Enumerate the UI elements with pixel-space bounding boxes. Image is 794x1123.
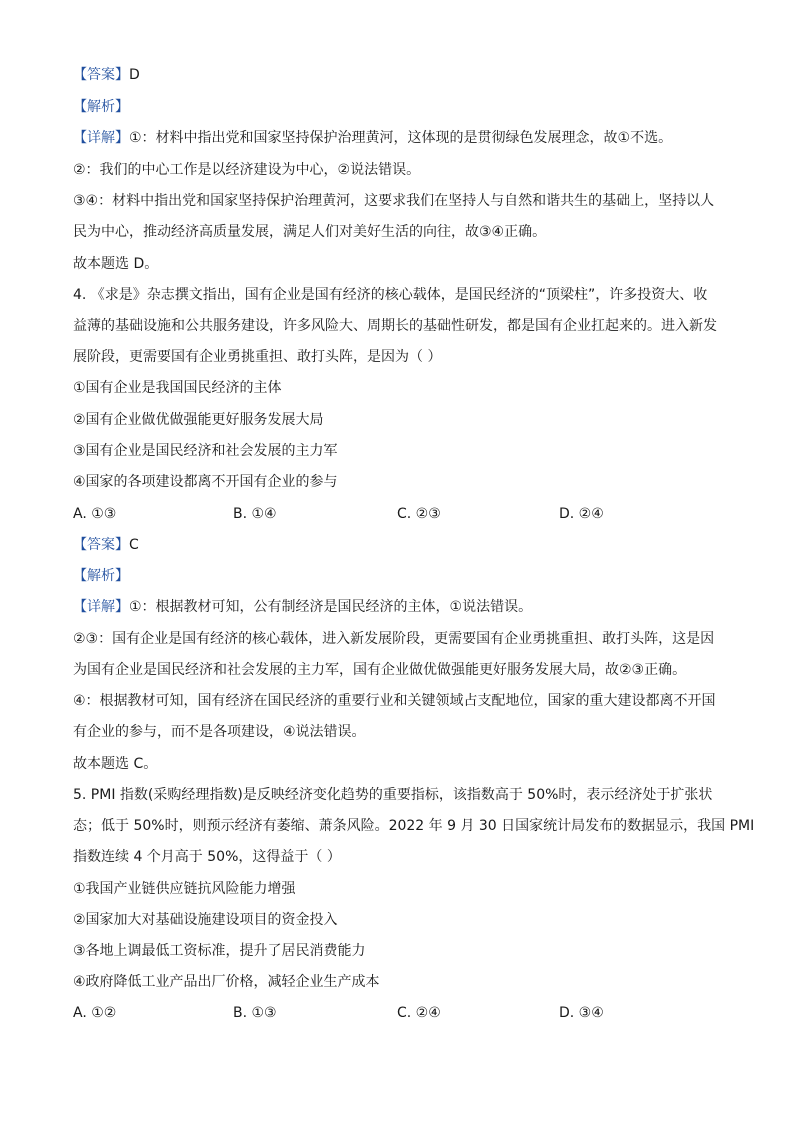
q4-option-a: A. ①③ <box>73 506 117 522</box>
q3-answer-value: D <box>129 67 140 83</box>
q5-statement-2: ②国家加大对基础设施建设项目的资金投入 <box>73 912 338 928</box>
q3-analysis-tag-line <box>73 97 733 117</box>
q4-conclusion: 故本题选 C。 <box>73 756 158 772</box>
q5-stem-line-1: 5. PMI 指数(采购经理指数)是反映经济变化趋势的重要指标，该指数高于 50%时，表示经济处于扩张状 <box>73 787 713 803</box>
q3-detail-line-1 <box>73 128 733 148</box>
q4-analysis-tag: 【解析】 <box>73 568 129 584</box>
q4-answer-tag: 【答案】 <box>73 537 129 553</box>
q4-option-c: C. ②③ <box>397 506 441 522</box>
q4-statement-1: ①国有企业是我国国民经济的主体 <box>73 380 282 396</box>
q4-answer-value: C <box>129 537 139 553</box>
q4-detail-line-4: ④：根据教材可知，国有经济在国民经济的重要行业和关键领域占支配地位，国家的重大建设都离不开国 <box>73 693 716 709</box>
q4-statement-4: ④国家的各项建设都离不开国有企业的参与 <box>73 474 338 490</box>
q5-option-c: C. ②④ <box>397 1005 441 1021</box>
q4-option-d: D. ②④ <box>559 506 604 522</box>
q5-option-a: A. ①② <box>73 1005 117 1021</box>
q4-detail-line-2: ②③：国有企业是国有经济的核心载体，进入新发展阶段，更需要国有企业勇挑重担、敢打头阵，这是因 <box>73 631 715 647</box>
q5-statement-3: ③各地上调最低工资标准，提升了居民消费能力 <box>73 943 366 959</box>
q3-detail-line-3: ③④：材料中指出党和国家坚持保护治理黄河，这要求我们在坚持人与自然和谐共生的基础上，坚持以人 <box>73 193 715 209</box>
q5-option-d: D. ③④ <box>559 1005 604 1021</box>
q3-detail-tag: 【详解】 <box>73 130 129 146</box>
q3-answer-line <box>73 65 733 85</box>
q4-statement-2: ②国有企业做优做强能更好服务发展大局 <box>73 412 324 428</box>
q4-detail-text-1: ①：根据教材可知，公有制经济是国民经济的主体，①说法错误。 <box>129 599 533 615</box>
q3-conclusion: 故本题选 D。 <box>73 256 159 272</box>
q5-option-b: B. ①③ <box>233 1005 277 1021</box>
q4-answer-line <box>73 535 733 555</box>
q5-statement-4: ④政府降低工业产品出厂价格，减轻企业生产成本 <box>73 974 380 990</box>
q5-stem-line-3: 指数连续 4 个月高于 50%，这得益于（ ） <box>73 849 341 865</box>
q4-detail-line-1 <box>73 597 733 617</box>
q4-statement-3: ③国有企业是国民经济和社会发展的主力军 <box>73 443 338 459</box>
q4-analysis-tag-line <box>73 566 733 586</box>
q3-detail-line-4: 民为中心，推动经济高质量发展，满足人们对美好生活的向往，故③④正确。 <box>73 224 547 240</box>
q3-detail-text-1: ①：材料中指出党和国家坚持保护治理黄河，这体现的是贯彻绿色发展理念，故①不选。 <box>129 130 673 146</box>
q4-detail-line-5: 有企业的参与，而不是各项建设，④说法错误。 <box>73 724 366 740</box>
q4-stem-line-2: 益薄的基础设施和公共服务建设，许多风险大、周期长的基础性研发，都是国有企业扛起来的。进入新发 <box>73 318 717 334</box>
q3-detail-line-2: ②：我们的中心工作是以经济建设为中心，②说法错误。 <box>73 162 421 178</box>
q5-stem-line-2: 态；低于 50%时，则预示经济有萎缩、萧条风险。2022 年 9 月 30 日国家统计局发布的数据显示，我国 PMI <box>73 818 755 834</box>
q3-answer-tag: 【答案】 <box>73 67 129 83</box>
q4-option-b: B. ①④ <box>233 506 277 522</box>
q5-statement-1: ①我国产业链供应链抗风险能力增强 <box>73 881 296 897</box>
q3-analysis-tag: 【解析】 <box>73 99 129 115</box>
q4-stem-line-3: 展阶段，更需要国有企业勇挑重担、敢打头阵，是因为（ ） <box>73 349 442 365</box>
q4-stem-line-1: 4. 《求是》杂志撰文指出，国有企业是国有经济的核心载体，是国民经济的“顶梁柱”，许多投资大、收 <box>73 287 708 303</box>
q4-detail-tag: 【详解】 <box>73 599 129 615</box>
q4-detail-line-3: 为国有企业是国民经济和社会发展的主力军，国有企业做优做强能更好服务发展大局，故②③正确。 <box>73 662 687 678</box>
